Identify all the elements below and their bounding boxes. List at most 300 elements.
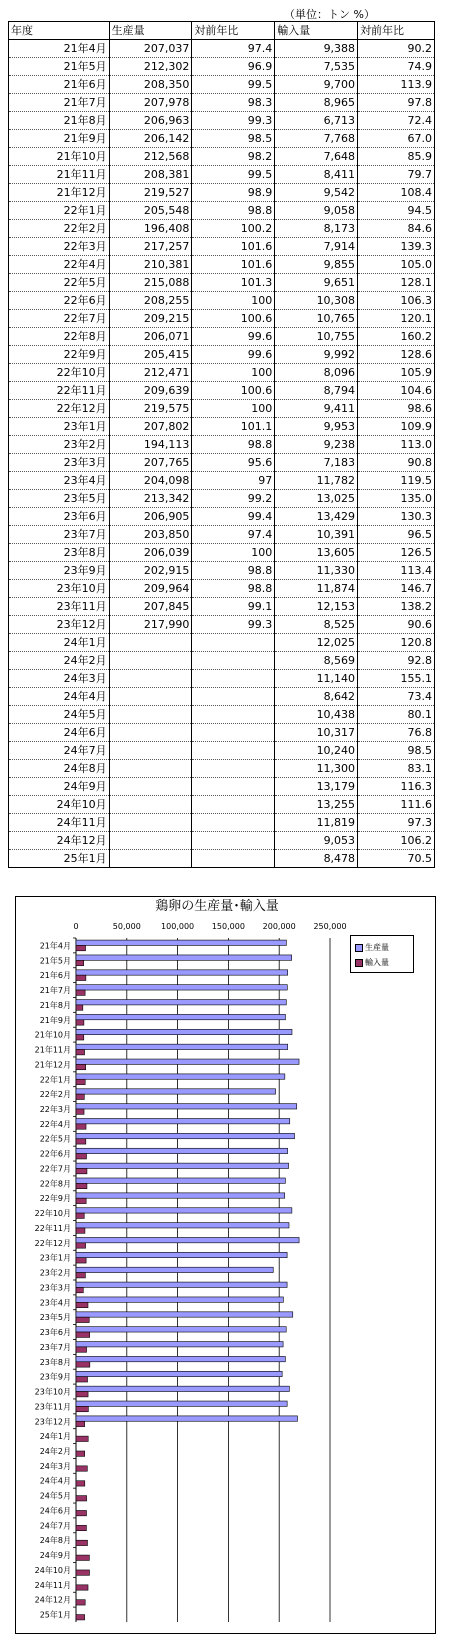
month-cell: 22年10月 — [9, 364, 110, 382]
y-tick-label: 22年5月 — [39, 1134, 71, 1144]
value-cell: 207,845 — [109, 598, 192, 616]
value-cell: 139.3 — [358, 238, 435, 256]
y-tick-label: 25年1月 — [39, 1610, 71, 1620]
bar-import — [76, 1317, 89, 1322]
value-cell: 67.0 — [358, 130, 435, 148]
value-cell: 209,964 — [109, 580, 192, 598]
month-cell: 22年2月 — [9, 220, 110, 238]
value-cell: 210,381 — [109, 256, 192, 274]
value-cell: 120.8 — [358, 634, 435, 652]
value-cell: 126.5 — [358, 544, 435, 562]
month-cell: 23年12月 — [9, 616, 110, 634]
value-cell: 207,037 — [109, 40, 192, 58]
y-tick-label: 21年12月 — [34, 1060, 71, 1070]
x-tick-label: 150,000 — [211, 922, 245, 931]
y-tick-label: 24年3月 — [39, 1461, 71, 1471]
bar-production — [76, 1297, 283, 1302]
value-cell: 217,990 — [109, 616, 192, 634]
bar-import — [76, 1406, 88, 1411]
bar-import — [76, 1392, 88, 1397]
bar-production — [76, 1014, 285, 1019]
value-cell: 9,238 — [275, 436, 358, 454]
bar-production — [76, 1059, 299, 1064]
value-cell: 97 — [192, 472, 275, 490]
value-cell: 120.1 — [358, 310, 435, 328]
value-cell: 7,535 — [275, 58, 358, 76]
y-tick-label: 21年5月 — [39, 956, 71, 966]
value-cell: 98.9 — [192, 184, 275, 202]
y-tick-label: 22年10月 — [34, 1209, 71, 1219]
bar-import — [76, 1615, 85, 1620]
value-cell: 13,255 — [275, 796, 358, 814]
value-cell: 9,053 — [275, 832, 358, 850]
value-cell: 8,478 — [275, 850, 358, 868]
chart-legend — [350, 935, 414, 973]
value-cell: 104.6 — [358, 382, 435, 400]
value-cell: 215,088 — [109, 274, 192, 292]
value-cell: 100.2 — [192, 220, 275, 238]
value-cell: 8,525 — [275, 616, 358, 634]
value-cell: 90.6 — [358, 616, 435, 634]
value-cell: 8,965 — [275, 94, 358, 112]
value-cell: 9,058 — [275, 202, 358, 220]
value-cell: 97.8 — [358, 94, 435, 112]
bar-import — [76, 1198, 86, 1203]
value-cell: 11,819 — [275, 814, 358, 832]
value-cell: 90.8 — [358, 454, 435, 472]
bar-import — [76, 1451, 85, 1456]
bar-import — [76, 1228, 85, 1233]
value-cell: 70.5 — [358, 850, 435, 868]
value-cell: 207,802 — [109, 418, 192, 436]
month-cell: 23年1月 — [9, 418, 110, 436]
value-cell: 128.1 — [358, 274, 435, 292]
y-tick-label: 24年10月 — [34, 1565, 71, 1575]
value-cell: 101.6 — [192, 238, 275, 256]
unit-label: （単位：トン %） — [284, 8, 375, 21]
value-cell: 135.0 — [358, 490, 435, 508]
value-cell: 97.4 — [192, 526, 275, 544]
value-cell: 206,071 — [109, 328, 192, 346]
bar-production — [76, 1000, 286, 1005]
bar-import — [76, 1243, 86, 1248]
legend-swatch-production — [355, 944, 363, 952]
value-cell: 8,096 — [275, 364, 358, 382]
value-cell: 100 — [192, 292, 275, 310]
y-tick-label: 24年6月 — [39, 1506, 71, 1516]
value-cell: 196,408 — [109, 220, 192, 238]
y-tick-label: 22年11月 — [34, 1223, 71, 1233]
value-cell: 206,039 — [109, 544, 192, 562]
bar-production — [76, 1312, 293, 1317]
y-tick-label: 22年1月 — [39, 1075, 71, 1085]
value-cell: 213,342 — [109, 490, 192, 508]
value-cell: 113.0 — [358, 436, 435, 454]
y-tick-label: 21年8月 — [39, 1000, 71, 1010]
value-cell: 209,639 — [109, 382, 192, 400]
value-cell: 194,113 — [109, 436, 192, 454]
bar-import — [76, 1555, 89, 1560]
value-cell: 99.2 — [192, 490, 275, 508]
y-tick-label: 24年1月 — [39, 1432, 71, 1442]
value-cell: 6,713 — [275, 112, 358, 130]
value-cell: 100 — [192, 544, 275, 562]
month-cell: 21年8月 — [9, 112, 110, 130]
bar-import — [76, 1079, 85, 1084]
month-cell: 23年3月 — [9, 454, 110, 472]
value-cell: 8,794 — [275, 382, 358, 400]
month-cell: 23年5月 — [9, 490, 110, 508]
value-cell: 106.3 — [358, 292, 435, 310]
y-tick-label: 22年3月 — [39, 1105, 71, 1114]
value-cell: 7,768 — [275, 130, 358, 148]
x-tick-label: 200,000 — [262, 922, 296, 931]
bar-import — [76, 1094, 84, 1099]
value-cell: 209,215 — [109, 310, 192, 328]
bar-production — [76, 1193, 285, 1198]
y-tick-label: 22年6月 — [39, 1149, 71, 1159]
month-cell: 21年9月 — [9, 130, 110, 148]
value-cell: 98.8 — [192, 436, 275, 454]
bar-production — [76, 1074, 285, 1079]
y-tick-label: 23年7月 — [39, 1342, 71, 1352]
value-cell: 73.4 — [358, 688, 435, 706]
bar-import — [76, 1302, 88, 1307]
value-cell: 95.6 — [192, 454, 275, 472]
y-tick-label: 24年11月 — [34, 1580, 71, 1590]
bar-import — [76, 1510, 86, 1515]
value-cell: 9,651 — [275, 274, 358, 292]
y-tick-label: 24年4月 — [39, 1476, 71, 1486]
y-tick-label: 23年10月 — [34, 1387, 71, 1397]
value-cell: 13,025 — [275, 490, 358, 508]
bar-production — [76, 1267, 273, 1272]
month-cell: 24年6月 — [9, 724, 110, 742]
month-cell: 21年6月 — [9, 76, 110, 94]
value-cell: 101.1 — [192, 418, 275, 436]
value-cell: 203,850 — [109, 526, 192, 544]
value-cell: 206,142 — [109, 130, 192, 148]
bar-import — [76, 1466, 87, 1471]
bar-import — [76, 1421, 85, 1426]
y-tick-label: 23年5月 — [39, 1313, 71, 1323]
value-cell: 113.4 — [358, 562, 435, 580]
value-cell: 83.1 — [358, 760, 435, 778]
x-tick-label: 100,000 — [161, 922, 195, 931]
column-header: 対前年比 — [358, 22, 435, 40]
bar-import — [76, 1213, 84, 1218]
month-cell: 24年4月 — [9, 688, 110, 706]
y-tick-label: 24年5月 — [39, 1491, 71, 1501]
value-cell: 99.5 — [192, 166, 275, 184]
value-cell: 205,415 — [109, 346, 192, 364]
value-cell: 10,317 — [275, 724, 358, 742]
value-cell: 99.3 — [192, 616, 275, 634]
bar-import — [76, 1020, 84, 1025]
y-tick-label: 23年9月 — [39, 1372, 71, 1382]
value-cell: 96.5 — [358, 526, 435, 544]
value-cell: 116.3 — [358, 778, 435, 796]
column-header: 年度 — [9, 22, 110, 40]
month-cell: 24年10月 — [9, 796, 110, 814]
y-tick-label: 21年11月 — [34, 1045, 71, 1055]
y-tick-label: 24年2月 — [39, 1447, 71, 1456]
y-tick-label: 23年8月 — [39, 1357, 71, 1367]
value-cell: 94.5 — [358, 202, 435, 220]
y-tick-label: 23年12月 — [34, 1417, 71, 1427]
y-tick-label: 21年9月 — [39, 1015, 71, 1025]
bar-import — [76, 1064, 86, 1069]
y-tick-label: 22年4月 — [39, 1119, 71, 1129]
value-cell: 79.7 — [358, 166, 435, 184]
month-cell: 22年5月 — [9, 274, 110, 292]
y-tick-label: 24年12月 — [34, 1595, 71, 1605]
bar-import — [76, 1347, 87, 1352]
bar-production — [76, 970, 288, 975]
column-header: 輸入量 — [275, 22, 358, 40]
value-cell: 204,098 — [109, 472, 192, 490]
x-tick-label: 0 — [73, 922, 79, 931]
y-tick-label: 21年6月 — [39, 971, 71, 981]
value-cell: 10,438 — [275, 706, 358, 724]
value-cell: 99.1 — [192, 598, 275, 616]
month-cell: 21年12月 — [9, 184, 110, 202]
value-cell: 100.6 — [192, 310, 275, 328]
value-cell: 13,605 — [275, 544, 358, 562]
value-cell: 219,527 — [109, 184, 192, 202]
value-cell: 11,782 — [275, 472, 358, 490]
column-header: 生産量 — [109, 22, 192, 40]
value-cell: 160.2 — [358, 328, 435, 346]
value-cell: 212,568 — [109, 148, 192, 166]
month-cell: 24年9月 — [9, 778, 110, 796]
month-cell: 23年2月 — [9, 436, 110, 454]
bar-import — [76, 1570, 89, 1575]
value-cell: 84.6 — [358, 220, 435, 238]
bar-production — [76, 1327, 286, 1332]
bar-production — [76, 1282, 287, 1287]
value-cell: 99.6 — [192, 346, 275, 364]
value-cell: 100.6 — [192, 382, 275, 400]
value-cell: 10,755 — [275, 328, 358, 346]
column-header: 対前年比 — [192, 22, 275, 40]
bar-production — [76, 1237, 299, 1242]
value-cell: 9,411 — [275, 400, 358, 418]
month-cell: 23年9月 — [9, 562, 110, 580]
bar-production — [76, 1148, 288, 1153]
value-cell: 12,153 — [275, 598, 358, 616]
month-cell: 22年12月 — [9, 400, 110, 418]
value-cell: 9,953 — [275, 418, 358, 436]
legend-label-import: 輸入量 — [365, 958, 389, 967]
value-cell: 206,905 — [109, 508, 192, 526]
value-cell: 155.1 — [358, 670, 435, 688]
bar-import — [76, 1154, 86, 1159]
bar-import — [76, 1585, 88, 1590]
y-tick-label: 23年11月 — [34, 1402, 71, 1412]
value-cell: 98.8 — [192, 580, 275, 598]
bar-production — [76, 1104, 297, 1109]
bar-import — [76, 1481, 85, 1486]
bar-import — [76, 960, 84, 965]
bar-import — [76, 975, 86, 980]
y-tick-label: 23年4月 — [39, 1298, 71, 1308]
month-cell: 21年11月 — [9, 166, 110, 184]
value-cell: 99.6 — [192, 328, 275, 346]
bar-production — [76, 1223, 289, 1228]
y-tick-label: 24年9月 — [39, 1551, 71, 1561]
x-tick-label: 50,000 — [112, 922, 141, 931]
bar-production — [76, 1401, 287, 1406]
bar-import — [76, 945, 86, 950]
bar-import — [76, 1050, 85, 1055]
month-cell: 23年8月 — [9, 544, 110, 562]
bar-import — [76, 1436, 88, 1441]
y-tick-label: 23年3月 — [39, 1283, 71, 1293]
bar-import — [76, 1168, 87, 1173]
y-tick-label: 21年10月 — [34, 1030, 71, 1040]
value-cell: 13,429 — [275, 508, 358, 526]
bar-import — [76, 1183, 87, 1188]
value-cell: 101.6 — [192, 256, 275, 274]
month-cell: 21年5月 — [9, 58, 110, 76]
value-cell: 7,914 — [275, 238, 358, 256]
value-cell: 99.4 — [192, 508, 275, 526]
bar-import — [76, 1273, 85, 1278]
month-cell: 24年1月 — [9, 634, 110, 652]
value-cell: 11,874 — [275, 580, 358, 598]
bar-import — [76, 1035, 84, 1040]
value-cell: 113.9 — [358, 76, 435, 94]
value-cell: 8,173 — [275, 220, 358, 238]
value-cell: 9,855 — [275, 256, 358, 274]
y-tick-label: 21年4月 — [39, 941, 71, 951]
bar-import — [76, 1332, 90, 1337]
value-cell: 92.8 — [358, 652, 435, 670]
value-cell: 9,542 — [275, 184, 358, 202]
value-cell: 212,471 — [109, 364, 192, 382]
month-cell: 23年6月 — [9, 508, 110, 526]
value-cell: 10,765 — [275, 310, 358, 328]
bar-production — [76, 955, 292, 960]
bar-import — [76, 1258, 86, 1263]
bar-production — [76, 1163, 289, 1168]
bar-production — [76, 985, 287, 990]
value-cell: 105.0 — [358, 256, 435, 274]
value-cell: 100 — [192, 400, 275, 418]
month-cell: 22年1月 — [9, 202, 110, 220]
bar-production — [76, 1133, 295, 1138]
legend-item-production — [355, 942, 389, 953]
legend-item-import — [355, 957, 389, 968]
value-cell: 8,411 — [275, 166, 358, 184]
value-cell: 208,255 — [109, 292, 192, 310]
value-cell: 208,350 — [109, 76, 192, 94]
bar-import — [76, 1540, 87, 1545]
bar-import — [76, 1124, 86, 1129]
value-cell: 202,915 — [109, 562, 192, 580]
month-cell: 24年5月 — [9, 706, 110, 724]
month-cell: 25年1月 — [9, 850, 110, 868]
bar-production — [76, 1029, 292, 1034]
bar-import — [76, 990, 85, 995]
month-cell: 21年7月 — [9, 94, 110, 112]
bar-production — [76, 1252, 287, 1257]
value-cell: 7,648 — [275, 148, 358, 166]
month-cell: 24年12月 — [9, 832, 110, 850]
y-tick-label: 22年9月 — [39, 1194, 71, 1204]
bar-production — [76, 1386, 289, 1391]
value-cell: 12,025 — [275, 634, 358, 652]
bar-production — [76, 940, 286, 945]
value-cell: 90.2 — [358, 40, 435, 58]
value-cell: 109.9 — [358, 418, 435, 436]
month-cell: 23年11月 — [9, 598, 110, 616]
bar-production — [76, 1044, 288, 1049]
month-cell: 21年4月 — [9, 40, 110, 58]
value-cell: 207,978 — [109, 94, 192, 112]
value-cell: 72.4 — [358, 112, 435, 130]
y-tick-label: 23年6月 — [39, 1328, 71, 1338]
month-cell: 23年10月 — [9, 580, 110, 598]
value-cell: 10,240 — [275, 742, 358, 760]
value-cell: 98.6 — [358, 400, 435, 418]
month-cell: 22年4月 — [9, 256, 110, 274]
value-cell: 105.9 — [358, 364, 435, 382]
month-cell: 21年10月 — [9, 148, 110, 166]
month-cell: 24年11月 — [9, 814, 110, 832]
value-cell: 9,700 — [275, 76, 358, 94]
value-cell: 8,569 — [275, 652, 358, 670]
value-cell: 206,963 — [109, 112, 192, 130]
y-tick-label: 24年8月 — [39, 1536, 71, 1546]
month-cell: 22年8月 — [9, 328, 110, 346]
x-tick-label: 250,000 — [313, 922, 347, 931]
value-cell: 119.5 — [358, 472, 435, 490]
value-cell: 74.9 — [358, 58, 435, 76]
value-cell: 219,575 — [109, 400, 192, 418]
bar-import — [76, 1362, 90, 1367]
value-cell: 128.6 — [358, 346, 435, 364]
value-cell: 7,183 — [275, 454, 358, 472]
y-tick-label: 22年8月 — [39, 1179, 71, 1189]
value-cell: 106.2 — [358, 832, 435, 850]
value-cell: 98.3 — [192, 94, 275, 112]
value-cell: 10,391 — [275, 526, 358, 544]
value-cell: 208,381 — [109, 166, 192, 184]
bar-production — [76, 1356, 285, 1361]
bar-production — [76, 1119, 290, 1124]
value-cell: 97.3 — [358, 814, 435, 832]
bar-import — [76, 1109, 84, 1114]
bar-production — [76, 1089, 276, 1094]
value-cell: 108.4 — [358, 184, 435, 202]
legend-label-production: 生産量 — [365, 943, 389, 952]
month-cell: 22年7月 — [9, 310, 110, 328]
value-cell: 97.4 — [192, 40, 275, 58]
bar-import — [76, 1377, 88, 1382]
y-tick-label: 22年7月 — [39, 1164, 71, 1174]
value-cell: 100 — [192, 364, 275, 382]
value-cell: 80.1 — [358, 706, 435, 724]
value-cell: 11,300 — [275, 760, 358, 778]
y-tick-label: 24年7月 — [39, 1521, 71, 1531]
value-cell: 13,179 — [275, 778, 358, 796]
value-cell: 99.5 — [192, 76, 275, 94]
value-cell: 99.3 — [192, 112, 275, 130]
y-tick-label: 23年2月 — [39, 1268, 71, 1278]
month-cell: 24年7月 — [9, 742, 110, 760]
